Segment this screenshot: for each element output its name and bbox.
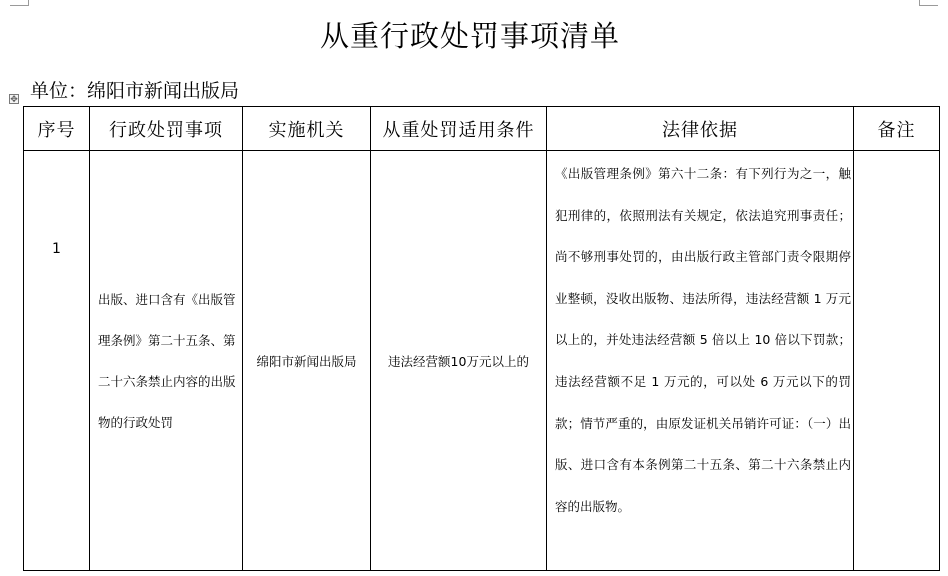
- unit-label: 单位：绵阳市新闻出版局: [30, 80, 240, 102]
- header-condition[interactable]: 从重处罚适用条件: [371, 107, 547, 151]
- table-row: [24, 151, 940, 571]
- seq-value: 1: [52, 241, 61, 257]
- cell-seq[interactable]: [24, 151, 90, 571]
- header-agency[interactable]: 实施机关: [243, 107, 371, 151]
- cell-remark[interactable]: [854, 151, 940, 571]
- header-seq[interactable]: 序号: [24, 107, 90, 151]
- header-item[interactable]: 行政处罚事项: [90, 107, 243, 151]
- cell-agency[interactable]: 绵阳市新闻出版局: [243, 151, 371, 571]
- page-corner-mark-right: [919, 0, 938, 6]
- cell-condition[interactable]: 违法经营额10万元以上的: [371, 151, 547, 571]
- header-basis[interactable]: 法律依据: [547, 107, 854, 151]
- document-title: 从重行政处罚事项清单: [319, 19, 620, 53]
- table-move-handle-icon[interactable]: ✥: [10, 95, 18, 105]
- penalty-table: [23, 106, 940, 571]
- cell-legal-basis[interactable]: 《出版管理条例》第六十二条：有下列行为之一，触犯刑律的，依照刑法有关规定，依法追究刑事责任；尚不够刑事处罚的，由出版行政主管部门责令限期停业整顿，没收出版物、违法所得，违法经营额 1 万元以上的，并处违法经营额 5 倍以上 10 倍以下罚款；违法经营额不足 1 万元的，可以处 6 万元以下的罚款；情节严重的，由原发证机关吊销许可证：（一）出版、进口含有本条例第二十五条、第二十六条禁止内容的出版物。: [547, 151, 854, 571]
- page-corner-mark-left: [10, 0, 29, 6]
- header-remark[interactable]: 备注: [854, 107, 940, 151]
- table-header-row: [24, 107, 940, 151]
- cell-item[interactable]: 出版、进口含有《出版管理条例》第二十五条、第二十六条禁止内容的出版物的行政处罚: [90, 151, 243, 571]
